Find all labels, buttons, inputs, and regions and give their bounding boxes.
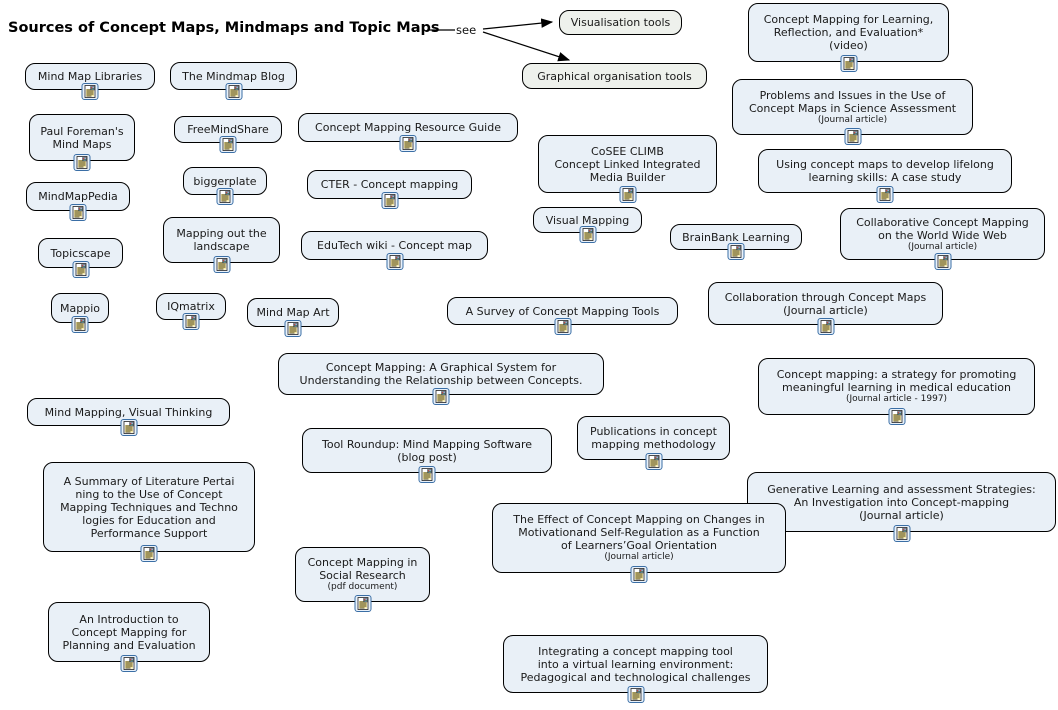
resource-icon[interactable] [220,136,237,153]
concept-node-integrating-concept-mapping-tool[interactable] [503,635,768,693]
node-label-line: Planning and Evaluation [62,638,196,652]
node-sublabel: (Journal article) [907,241,978,252]
concept-node-generative-learning-assessment[interactable] [747,472,1056,532]
node-label-line: Mind Map Libraries [37,70,143,83]
node-label-line: Collaborative Concept Mapping [856,215,1029,229]
resource-icon[interactable] [217,188,234,205]
concept-node-cosee-climb[interactable] [538,135,717,193]
node-label-line: Publications in concept [590,425,717,438]
resource-icon[interactable] [433,388,450,405]
resource-icon[interactable] [645,453,662,470]
resource-icon[interactable] [554,318,571,335]
node-label-line: (video) [829,39,868,52]
resource-icon[interactable] [74,154,91,171]
concept-node-mappio[interactable] [51,293,109,323]
concept-node-publications-concept-mapping-methodology[interactable] [577,416,730,460]
resource-icon[interactable] [419,466,436,483]
node-sublabel: (Journal article) [817,114,888,125]
node-label-line: Concept Mapping in [307,556,418,569]
concept-node-paul-foremans-mind-maps[interactable] [29,114,135,161]
node-label-line: An Introduction to [79,612,179,626]
node-label-line: Media Builder [589,170,666,184]
concept-node-concept-mapping-graphical-system[interactable] [278,353,604,395]
node-sublabel: (pdf document) [327,582,398,592]
node-label-line: of Learners’Goal Orientation [560,539,717,552]
node-label-line: meaningful learning in medical education [782,381,1011,394]
node-label-line: Concept Mapping for [71,625,187,639]
node-label-line: learning skills: A case study [808,171,962,184]
node-label-line: Graphical organisation tools [537,69,692,83]
resource-icon[interactable] [893,525,910,542]
node-label-line: Collaboration through Concept Maps [724,290,927,304]
concept-node-concept-mapping-resource-guide[interactable] [298,113,518,142]
node-label-line: Reflection, and Evaluation* [773,26,924,39]
resource-icon[interactable] [888,408,905,425]
node-label-line: A Survey of Concept Mapping Tools [465,304,660,318]
link-label-see[interactable]: see [456,23,477,37]
concept-node-introduction-planning-evaluation[interactable] [48,602,210,662]
concept-node-topicscape[interactable] [38,238,123,268]
resource-icon[interactable] [844,128,861,145]
node-label-line: landscape [193,240,250,253]
node-label-line: (blog post) [397,450,457,464]
resource-icon[interactable] [579,226,596,243]
see-to-visualisation-arrow [483,22,552,29]
concept-node-mapping-out-the-landscape[interactable] [163,217,280,263]
node-label-line: on the World Wide Web [878,228,1007,242]
resource-icon[interactable] [840,55,857,72]
node-label-line: Mind Maps [52,137,112,151]
node-label-line: CoSEE CLIMB [591,144,664,158]
node-label-line: EduTech wiki - Concept map [317,239,472,252]
concept-node-mind-map-art[interactable] [247,298,339,327]
node-label-line: Concept Mapping: A Graphical System for [325,361,557,374]
concept-node-brainbank-learning[interactable] [670,224,802,250]
node-label-line: logies for Education and [82,513,216,527]
resource-icon[interactable] [183,313,200,330]
node-label-line: An Investigation into Concept-mapping [793,495,1010,509]
node-label-line: The Mindmap Blog [182,69,285,83]
concept-node-visual-mapping[interactable] [533,207,642,233]
node-label-line: Paul Foreman's [40,124,124,138]
resource-icon[interactable] [285,320,302,337]
node-label-line: Mappio [60,301,100,315]
resource-icon[interactable] [121,655,138,672]
resource-icon[interactable] [817,318,834,335]
node-label-line: Integrating a concept mapping tool [538,644,733,658]
node-label-line: Pedagogical and technological challenges [520,670,751,684]
node-label-line: Mapping out the [176,227,267,240]
node-label-line: Generative Learning and assessment Strategies: [767,482,1036,496]
concept-node-survey-of-concept-mapping-tools[interactable] [447,297,678,325]
resource-icon[interactable] [70,204,87,221]
node-label-line: Visual Mapping [545,213,630,227]
node-label-line: FreeMindShare [187,123,269,136]
resource-icon[interactable] [141,545,158,562]
map-title[interactable]: Sources of Concept Maps, Mindmaps and Topic Maps [8,20,440,36]
concept-node-concept-mapping-strategy-medical[interactable] [758,358,1035,415]
concept-node-concept-mapping-for-learning-video[interactable] [748,3,949,62]
node-label-line: biggerplate [193,174,257,188]
node-sublabel: (Journal article - 1997) [845,394,948,404]
node-label-line: Concept Mapping Resource Guide [315,121,501,134]
node-label-line: Mind Mapping, Visual Thinking [44,405,213,419]
resource-icon[interactable] [72,261,89,278]
resource-icon[interactable] [877,186,894,203]
concept-node-graphical-organisation-tools[interactable] [522,63,707,89]
concept-node-collaborative-concept-mapping-www[interactable] [840,208,1045,260]
concept-node-effect-of-concept-mapping-motivation[interactable] [492,503,786,573]
concept-node-mind-mapping-visual-thinking[interactable] [27,398,230,426]
resource-icon[interactable] [381,192,398,209]
node-label-line: Problems and Issues in the Use of [759,88,946,102]
resource-icon[interactable] [728,243,745,260]
concept-node-iqmatrix[interactable] [156,293,226,320]
see-to-graphical-arrow [483,32,569,60]
resource-icon[interactable] [225,83,242,100]
node-label-line: CTER - Concept mapping [320,178,459,191]
node-label-line: Concept Linked Integrated [554,157,701,171]
node-label-line: Understanding the Relationship between Concepts. [299,374,583,387]
concept-node-freemindshare[interactable] [174,116,282,143]
node-label-line: Concept Maps in Science Assessment [748,101,957,115]
node-label-line: Concept mapping: a strategy for promoting [776,368,1017,381]
resource-icon[interactable] [120,419,137,436]
concept-node-edutech-wiki-concept-map[interactable] [301,231,488,260]
node-label-line: Tool Roundup: Mind Mapping Software [321,437,532,451]
node-label-line: A Summary of Literature Pertai [63,474,235,488]
node-label-line: Motivationand Self-Regulation as a Function [518,526,760,539]
resource-icon[interactable] [72,316,89,333]
node-label-line: Topicscape [50,246,111,260]
concept-node-visualisation-tools[interactable] [559,10,682,35]
node-sublabel: (Journal article) [604,552,674,562]
concept-node-tool-roundup-blog-post[interactable] [302,428,552,473]
node-label-line: Visualisation tools [570,16,671,29]
node-label-line: Performance Support [90,526,208,540]
node-label-line: BrainBank Learning [682,230,790,244]
concept-node-summary-of-literature[interactable] [43,462,255,552]
node-label-line: Concept Mapping for Learning, [763,13,934,26]
concept-node-concept-mapping-social-research[interactable] [295,547,430,602]
node-label-line: Using concept maps to develop lifelong [776,158,994,171]
node-label-line: (Journal article) [859,508,944,522]
concept-node-collaboration-through-concept-maps[interactable] [708,282,943,325]
node-label-line: mapping methodology [591,438,716,451]
node-label-line: IQmatrix [167,300,215,313]
concept-node-cter-concept-mapping[interactable] [307,170,472,199]
resource-icon[interactable] [213,256,230,273]
node-label-line: Mind Map Art [256,306,330,319]
resource-icon[interactable] [386,253,403,270]
concept-node-problems-and-issues-science-assessment[interactable] [732,79,973,135]
concept-node-mind-map-libraries[interactable] [25,63,155,90]
resource-icon[interactable] [934,253,951,270]
node-label-line: MindMapPedia [38,190,118,203]
resource-icon[interactable] [354,595,371,612]
node-label-line: Social Research [319,569,406,582]
node-label-line: ning to the Use of Concept [75,487,223,501]
node-label-line: (Journal article) [783,303,868,317]
resource-icon[interactable] [631,566,648,583]
concept-node-the-mindmap-blog[interactable] [170,62,297,90]
node-label-line: Mapping Techniques and Techno [60,500,238,514]
resource-icon[interactable] [619,186,636,203]
resource-icon[interactable] [627,686,644,703]
node-label-line: into a virtual learning environment: [537,657,734,671]
concept-node-mindmappedia[interactable] [26,182,130,211]
concept-node-using-concept-maps-case-study[interactable] [758,149,1012,193]
node-label-line: The Effect of Concept Mapping on Changes in [513,513,765,526]
resource-icon[interactable] [82,83,99,100]
resource-icon[interactable] [400,135,417,152]
concept-node-biggerplate[interactable] [183,167,267,195]
